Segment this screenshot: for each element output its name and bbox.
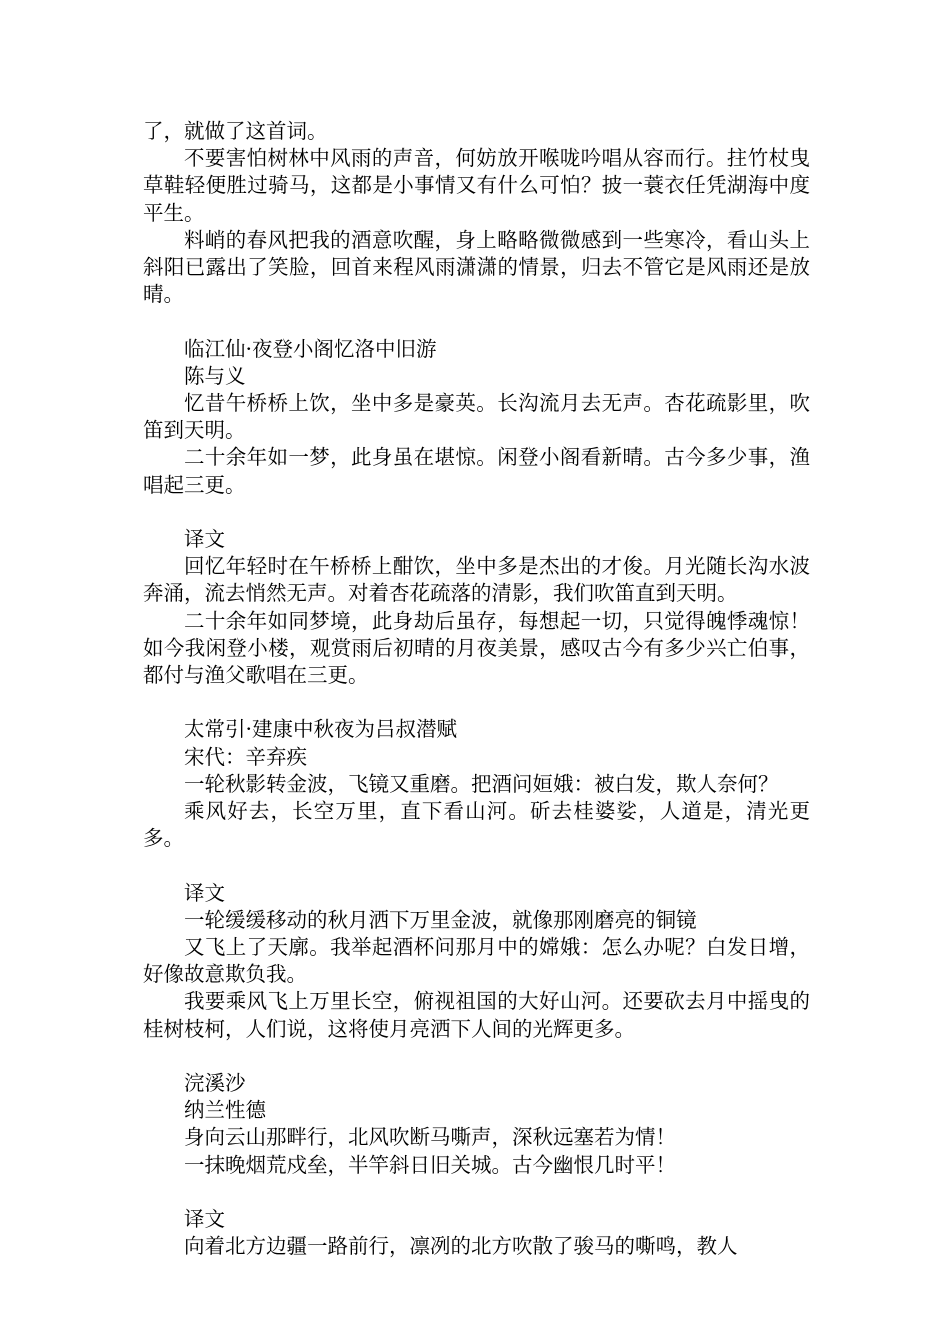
blank-line bbox=[143, 499, 810, 526]
blank-line bbox=[143, 852, 810, 879]
paragraph: 二十余年如同梦境，此身劫后虽存，每想起一切，只觉得魄悸魂惊！如今我闲登小楼，观赏雨后初晴的月夜美景，感叹古今有多少兴亡伯事，都付与渔父歌唱在三更。 bbox=[143, 608, 810, 688]
blank-line bbox=[143, 689, 810, 716]
text-line: 一抹晚烟荒戍垒，半竿斜日旧关城。古今幽恨几时平！ bbox=[184, 1152, 676, 1177]
paragraph: 回忆年轻时在午桥桥上酣饮，坐中多是杰出的才俊。月光随长沟水波奔涌，流去悄然无声。对着杏花疏落的清影，我们吹笛直到天明。 bbox=[143, 554, 810, 606]
paragraph: 一轮秋影转金波，飞镜又重磨。把酒问姮娥：被白发，欺人奈何？ bbox=[184, 771, 779, 796]
paragraph: 不要害怕树林中风雨的声音，何妨放开喉咙吟唱从容而行。拄竹杖曳草鞋轻便胜过骑马，这都是小事情又有什么可怕？披一蓑衣任凭湖海中度平生。 bbox=[143, 146, 810, 225]
paragraph: 料峭的春风把我的酒意吹醒，身上略略微微感到一些寒冷，看山头上斜阳已露出了笑脸，回首来程风雨潇潇的情景，归去不管它是风雨还是放晴。 bbox=[143, 227, 810, 307]
paragraph: 又飞上了天廓。我举起酒杯问那月中的嫦娥：怎么办呢？白发日增，好像故意欺负我。 bbox=[143, 935, 810, 987]
text-line: 太常引·建康中秋夜为吕叔潜赋 bbox=[184, 717, 458, 742]
text-line: 译文 bbox=[184, 527, 225, 552]
paragraph: 了，就做了这首词。 bbox=[143, 119, 328, 143]
blank-line bbox=[143, 1179, 810, 1206]
text-line: 译文 bbox=[184, 880, 225, 905]
paragraph: 忆昔午桥桥上饮，坐中多是豪英。长沟流月去无声。杏花疏影里，吹笛到天明。 bbox=[143, 391, 810, 443]
paragraph: 乘风好去，长空万里，直下看山河。斫去桂婆娑，人道是，清光更多。 bbox=[143, 799, 810, 851]
text-line: 译文 bbox=[184, 1207, 225, 1232]
blank-line bbox=[143, 308, 810, 335]
text-line: 纳兰性德 bbox=[184, 1098, 266, 1123]
paragraph: 我要乘风飞上万里长空，俯视祖国的大好山河。还要砍去月中摇曳的桂树枝柯，人们说，这将使月亮洒下人间的光辉更多。 bbox=[143, 989, 810, 1041]
text-line: 向着北方边疆一路前行，凛冽的北方吹散了骏马的嘶鸣，教人 bbox=[184, 1234, 738, 1259]
document-page bbox=[143, 118, 810, 1260]
paragraph: 一轮缓缓移动的秋月洒下万里金波，就像那刚磨亮的铜镜 bbox=[184, 907, 697, 932]
text-line: 浣溪沙 bbox=[184, 1071, 246, 1096]
text-line: 陈与义 bbox=[184, 363, 246, 388]
text-line: 宋代：辛弃疾 bbox=[184, 744, 307, 769]
text-line: 身向云山那畔行，北风吹断马嘶声，深秋远塞若为情！ bbox=[184, 1125, 676, 1150]
paragraph: 二十余年如一梦，此身虽在堪惊。闲登小阁看新晴。古今多少事，渔唱起三更。 bbox=[143, 445, 810, 497]
text-line: 临江仙·夜登小阁忆洛中旧游 bbox=[184, 336, 437, 361]
blank-line bbox=[143, 1043, 810, 1070]
